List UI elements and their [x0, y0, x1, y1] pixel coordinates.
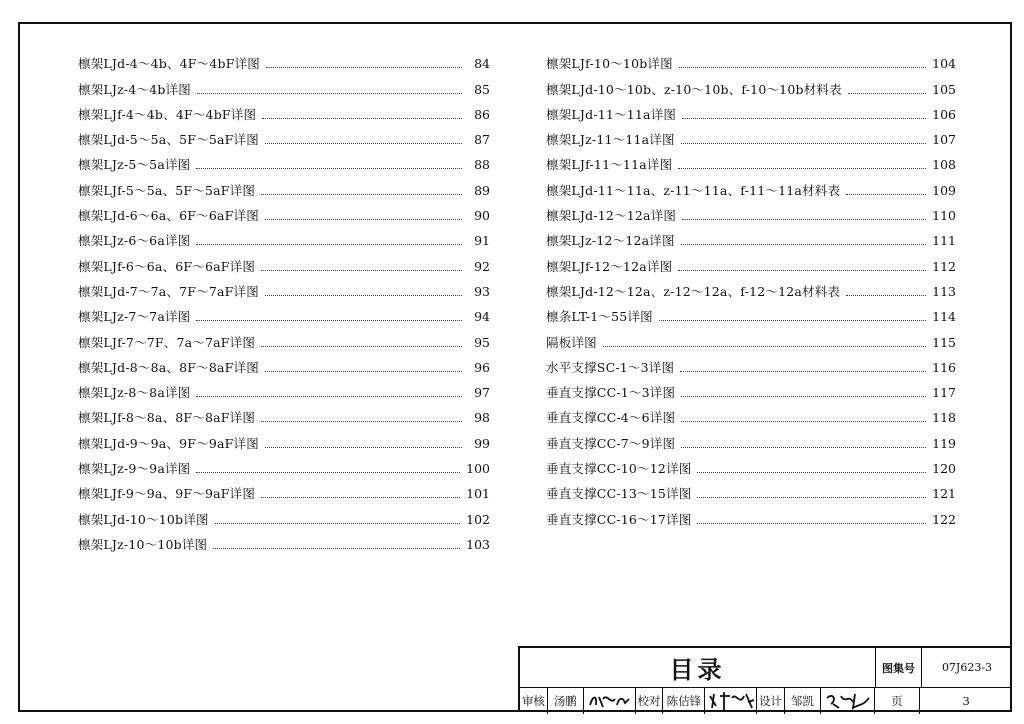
- toc-dot-leader: [265, 370, 462, 372]
- toc-entry[interactable]: [546, 477, 956, 502]
- toc-entry-title: 檩架LJd-12～12a、z-12～12a、f-12～12a材料表: [546, 283, 841, 299]
- toc-dot-leader: [265, 294, 462, 296]
- toc-entry-page: 92: [474, 258, 490, 274]
- toc-entry[interactable]: [78, 300, 490, 325]
- toc-dot-leader: [682, 117, 926, 119]
- toc-dot-leader: [848, 92, 926, 94]
- toc-entry[interactable]: [78, 98, 490, 123]
- designer-name: 邹凯: [785, 688, 821, 714]
- toc-entry[interactable]: [546, 98, 956, 123]
- toc-entry-title: 檩架LJz-10～10b详图: [78, 536, 208, 552]
- toc-entry[interactable]: [78, 173, 490, 198]
- toc-entry-page: 97: [474, 385, 490, 401]
- toc-entry[interactable]: [78, 47, 490, 72]
- toc-entry-title: 垂直支撑CC-1～3详图: [546, 385, 676, 401]
- reviewer-signature: [584, 688, 636, 714]
- toc-entry-title: 檩架LJf-11～11a详图: [546, 157, 673, 173]
- toc-dot-leader: [697, 496, 926, 498]
- toc-dot-leader: [659, 319, 926, 321]
- toc-entry-page: 116: [932, 359, 956, 375]
- toc-entry-title: 檩架LJz-8～8a详图: [78, 385, 191, 401]
- toc-entry-title: 檩架LJf-7～7F、7a～7aF详图: [78, 334, 256, 350]
- toc-dot-leader: [265, 446, 462, 448]
- toc-entry-title: 檩架LJd-9～9a、9F～9aF详图: [78, 435, 259, 451]
- toc-entry-page: 114: [932, 309, 956, 325]
- toc-entry[interactable]: [546, 173, 956, 198]
- toc-entry-title: 檩架LJd-8～8a、8F～8aF详图: [78, 359, 259, 375]
- toc-entry[interactable]: [78, 199, 490, 224]
- toc-entry[interactable]: [546, 376, 956, 401]
- toc-entry-title: 檩架LJz-6～6a详图: [78, 233, 191, 249]
- toc-entry-page: 84: [474, 56, 490, 72]
- toc-entry-title: 檩架LJd-11～11a详图: [546, 106, 677, 122]
- toc-dot-leader: [679, 66, 926, 68]
- toc-entry-page: 117: [932, 385, 956, 401]
- reviewer-signature-scribble: [587, 691, 631, 711]
- checker-signature: [705, 688, 757, 714]
- toc-entry[interactable]: [78, 123, 490, 148]
- toc-entry-title: 隔板详图: [546, 334, 597, 350]
- toc-entry[interactable]: [546, 249, 956, 274]
- toc-entry-page: 96: [474, 359, 490, 375]
- toc-entry[interactable]: [78, 325, 490, 350]
- toc-entry[interactable]: [546, 123, 956, 148]
- toc-dot-leader: [196, 243, 462, 245]
- design-label: 设计: [757, 688, 785, 714]
- toc-entry[interactable]: [546, 72, 956, 97]
- toc-dot-leader: [603, 345, 926, 347]
- toc-dot-leader: [681, 395, 926, 397]
- toc-entry-title: 檩架LJd-10～10b、z-10～10b、f-10～10b材料表: [546, 81, 842, 97]
- toc-entry[interactable]: [546, 426, 956, 451]
- toc-entry[interactable]: [78, 401, 490, 426]
- toc-entry[interactable]: [546, 300, 956, 325]
- checker-name: 陈佶锋: [663, 688, 705, 714]
- toc-entry-title: 檩架LJf-10～10b详图: [546, 56, 673, 72]
- toc-entry-title: 檩架LJd-12～12a详图: [546, 208, 677, 224]
- toc-dot-leader: [262, 117, 462, 119]
- toc-entry[interactable]: [78, 528, 490, 553]
- toc-entry[interactable]: [546, 199, 956, 224]
- toc-dot-leader: [846, 193, 926, 195]
- toc-entry[interactable]: [78, 502, 490, 527]
- toc-entry-title: 檩架LJz-5～5a详图: [78, 157, 191, 173]
- toc-entry-page: 101: [466, 486, 490, 502]
- toc-entry-page: 106: [932, 106, 956, 122]
- toc-entry-page: 86: [474, 106, 490, 122]
- toc-entry-title: 檩架LJf-4～4b、4F～4bF详图: [78, 106, 257, 122]
- toc-left-column: [78, 47, 490, 553]
- title-block-signature-row: [520, 688, 1012, 714]
- toc-entry-page: 108: [932, 157, 956, 173]
- toc-entry-title: 垂直支撑CC-4～6详图: [546, 410, 676, 426]
- toc-dot-leader: [697, 522, 926, 524]
- toc-entry-page: 85: [474, 81, 490, 97]
- toc-dot-leader: [681, 243, 926, 245]
- toc-dot-leader: [261, 496, 460, 498]
- toc-entry-title: 檩架LJf-5～5a、5F～5aF详图: [78, 182, 256, 198]
- toc-entry[interactable]: [78, 351, 490, 376]
- toc-dot-leader: [213, 547, 460, 549]
- atlas-number-value: 07J623-3: [922, 648, 1012, 688]
- toc-entry-title: 垂直支撑CC-16～17详图: [546, 511, 692, 527]
- toc-entry-title: 檩架LJd-10～10b详图: [78, 511, 209, 527]
- toc-entry-page: 109: [932, 182, 956, 198]
- atlas-number-label: 图集号: [876, 648, 922, 688]
- toc-entry-page: 111: [932, 233, 956, 249]
- toc-entry[interactable]: [546, 275, 956, 300]
- toc-dot-leader: [261, 345, 462, 347]
- toc-entry-page: 99: [474, 435, 490, 451]
- toc-entry-page: 118: [932, 410, 956, 426]
- toc-dot-leader: [196, 471, 460, 473]
- checker-signature-scribble: [708, 690, 754, 712]
- toc-entry[interactable]: [546, 47, 956, 72]
- toc-entry[interactable]: [546, 401, 956, 426]
- toc-entry[interactable]: [546, 148, 956, 173]
- toc-entry-title: 檩架LJd-5～5a、5F～5aF详图: [78, 132, 259, 148]
- title-block: [518, 646, 1012, 712]
- toc-dot-leader: [265, 142, 462, 144]
- toc-entry[interactable]: [546, 224, 956, 249]
- toc-entry-title: 垂直支撑CC-13～15详图: [546, 486, 692, 502]
- page-number: 3: [962, 694, 970, 708]
- toc-entry-title: 檩架LJf-9～9a、9F～9aF详图: [78, 486, 256, 502]
- toc-entry[interactable]: [546, 351, 956, 376]
- toc-entry-page: 113: [932, 283, 956, 299]
- toc-entry-page: 95: [474, 334, 490, 350]
- toc-entry-page: 122: [932, 511, 956, 527]
- toc-entry-title: 檩条LT-1～55详图: [546, 309, 653, 325]
- toc-entry-title: 檩架LJd-4～4b、4F～4bF详图: [78, 56, 260, 72]
- toc-dot-leader: [196, 167, 462, 169]
- toc-dot-leader: [680, 370, 926, 372]
- toc-dot-leader: [681, 446, 926, 448]
- toc-entry-page: 103: [466, 536, 490, 552]
- toc-dot-leader: [682, 218, 926, 220]
- toc-entry-page: 107: [932, 132, 956, 148]
- toc-dot-leader: [697, 471, 926, 473]
- toc-entry-page: 121: [932, 486, 956, 502]
- toc-entry-title: 檩架LJz-11～11a详图: [546, 132, 675, 148]
- toc-entry[interactable]: [546, 452, 956, 477]
- toc-entry-page: 89: [474, 182, 490, 198]
- designer-signature: [821, 688, 875, 714]
- toc-dot-leader: [215, 522, 460, 524]
- reviewer-name: 汤鹏: [548, 688, 584, 714]
- toc-entry-title: 檩架LJf-8～8a、8F～8aF详图: [78, 410, 256, 426]
- toc-dot-leader: [681, 142, 926, 144]
- toc-entry-page: 94: [474, 309, 490, 325]
- toc-entry[interactable]: [546, 502, 956, 527]
- toc-entry[interactable]: [78, 224, 490, 249]
- toc-dot-leader: [261, 269, 462, 271]
- check-label: 校对: [636, 688, 664, 714]
- toc-entry-page: 110: [932, 208, 956, 224]
- toc-entry[interactable]: [78, 275, 490, 300]
- toc-entry-title: 檩架LJd-11～11a、z-11～11a、f-11～11a材料表: [546, 182, 841, 198]
- toc-entry[interactable]: [78, 376, 490, 401]
- toc-dot-leader: [678, 269, 926, 271]
- toc-dot-leader: [846, 294, 926, 296]
- toc-entry-title: 水平支撑SC-1～3详图: [546, 359, 675, 375]
- toc-entry-page: 102: [466, 511, 490, 527]
- toc-entry-title: 垂直支撑CC-7～9详图: [546, 435, 676, 451]
- toc-dot-leader: [261, 193, 462, 195]
- toc-entry[interactable]: [78, 426, 490, 451]
- toc-dot-leader: [197, 92, 462, 94]
- toc-entry[interactable]: [78, 249, 490, 274]
- toc-dot-leader: [266, 66, 462, 68]
- toc-right-column: [546, 47, 956, 528]
- toc-entry[interactable]: [546, 325, 956, 350]
- toc-entry-page: 115: [932, 334, 956, 350]
- toc-entry-title: 檩架LJf-6～6a、6F～6aF详图: [78, 258, 256, 274]
- toc-dot-leader: [261, 420, 462, 422]
- review-label: 审核: [520, 688, 548, 714]
- toc-entry-title: 檩架LJz-7～7a详图: [78, 309, 191, 325]
- toc-entry-page: 93: [474, 283, 490, 299]
- toc-entry[interactable]: [78, 452, 490, 477]
- page-label: 页: [875, 688, 921, 714]
- toc-dot-leader: [196, 395, 462, 397]
- toc-dot-leader: [681, 420, 926, 422]
- toc-dot-leader: [196, 319, 462, 321]
- toc-entry-title: 檩架LJz-4～4b详图: [78, 81, 191, 97]
- toc-entry-page: 87: [474, 132, 490, 148]
- toc-entry[interactable]: [78, 477, 490, 502]
- toc-entry-page: 105: [932, 81, 956, 97]
- toc-entry[interactable]: [78, 72, 490, 97]
- toc-dot-leader: [678, 167, 926, 169]
- page-title: 目录: [520, 648, 876, 688]
- designer-signature-scribble: [823, 690, 871, 712]
- toc-entry-page: 100: [466, 461, 490, 477]
- toc-entry-title: 檩架LJd-7～7a、7F～7aF详图: [78, 283, 259, 299]
- toc-entry[interactable]: [78, 148, 490, 173]
- toc-entry-title: 檩架LJz-12～12a详图: [546, 233, 675, 249]
- toc-entry-page: 119: [932, 435, 956, 451]
- toc-entry-page: 98: [474, 410, 490, 426]
- toc-dot-leader: [265, 218, 462, 220]
- toc-entry-title: 檩架LJz-9～9a详图: [78, 461, 191, 477]
- toc-entry-title: 檩架LJf-12～12a详图: [546, 258, 673, 274]
- toc-entry-title: 檩架LJd-6～6a、6F～6aF详图: [78, 208, 259, 224]
- toc-entry-page: 88: [474, 157, 490, 173]
- toc-entry-title: 垂直支撑CC-10～12详图: [546, 461, 692, 477]
- toc-entry-page: 91: [474, 233, 490, 249]
- toc-entry-page: 112: [932, 258, 956, 274]
- toc-entry-page: 90: [474, 208, 490, 224]
- toc-entry-page: 120: [932, 461, 956, 477]
- toc-entry-page: 104: [932, 56, 956, 72]
